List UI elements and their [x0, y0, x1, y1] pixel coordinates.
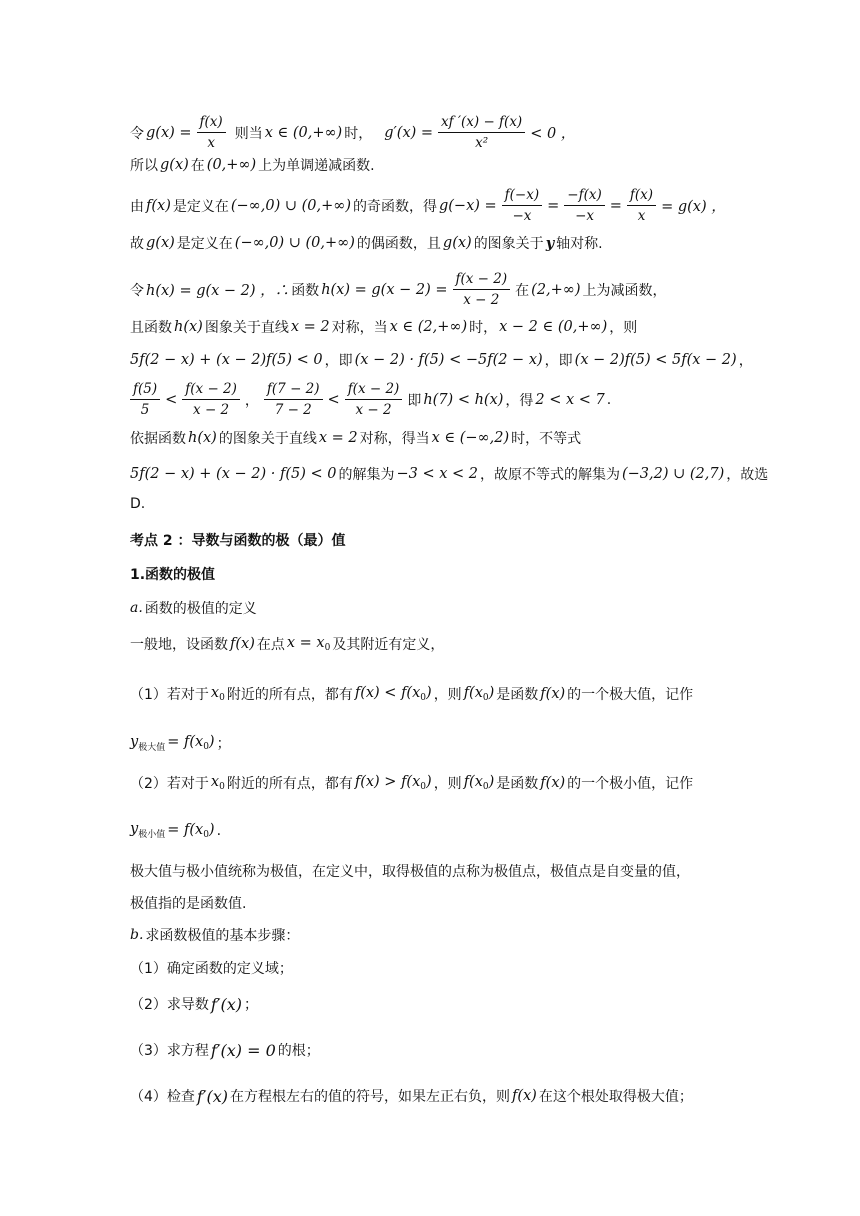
line-general — [130, 634, 444, 654]
line-solution — [130, 464, 768, 484]
text: 极值指的是函数值. — [130, 896, 247, 912]
math: x ∈ (−∞,2) — [431, 430, 510, 446]
line-step-4 — [130, 1086, 693, 1106]
line-h-definition — [130, 270, 667, 309]
denominator: x² — [475, 135, 489, 151]
math-part: f(x — [463, 774, 483, 790]
denominator: x — [207, 135, 215, 151]
subscript: 0 — [219, 693, 225, 703]
math-part: f(x) > f(x — [354, 774, 421, 790]
math: (2,+∞) — [531, 281, 581, 298]
math — [167, 822, 214, 840]
text: 上为单调递减函数. — [258, 158, 375, 174]
math — [211, 774, 225, 792]
subscript: 0 — [482, 782, 489, 792]
math: g(−x) = — [438, 197, 497, 214]
math: f′(x) — [196, 1086, 228, 1106]
text: （3）求方程 — [130, 1043, 209, 1059]
line-step-2 — [130, 994, 258, 1014]
text: 时， — [469, 320, 498, 336]
fraction — [130, 380, 160, 419]
text: （4）检查 — [130, 1089, 195, 1105]
line-answer — [130, 496, 145, 512]
text: 即 — [407, 392, 422, 409]
text: ，即 — [544, 353, 573, 369]
subscript: 极大值 — [138, 742, 166, 753]
text: 的偶函数，且 — [356, 236, 441, 252]
fraction — [453, 270, 511, 309]
math: x = 2 — [318, 430, 358, 446]
text: D. — [130, 496, 146, 512]
denominator: x − 2 — [463, 292, 500, 308]
text: 是函数 — [496, 687, 539, 703]
text: . — [216, 822, 222, 839]
text: 的图象关于 — [473, 236, 544, 252]
text: 上为减函数， — [582, 282, 667, 299]
math-part: y — [130, 733, 139, 750]
math: f(x) — [540, 775, 566, 791]
text: 一般地，设函数 — [130, 637, 228, 653]
math: h(x) = g(x − 2) ，∴ — [146, 283, 290, 299]
denominator: x − 2 — [355, 402, 392, 418]
math: f′(x) = 0 — [210, 1040, 276, 1060]
line-min-notation — [130, 821, 221, 840]
math: h(x) — [174, 319, 203, 335]
math: < — [327, 391, 340, 408]
numerator: f(x − 2) — [345, 380, 403, 400]
math-part: ) — [488, 685, 495, 701]
line-extremum-summary — [130, 861, 690, 881]
line-steps-b — [130, 925, 299, 945]
fraction — [345, 380, 403, 419]
line-monotone — [130, 155, 375, 175]
fraction — [502, 186, 542, 225]
math: = g(x) ， — [661, 199, 726, 215]
math-part: = f(x — [167, 734, 204, 750]
math: (x − 2) · f(5) < −5f(2 − x) — [354, 352, 543, 368]
math: 2 < x < 7 — [535, 391, 605, 408]
text: 的一个极大值，记作 — [567, 687, 694, 703]
text: 函数的极值的定义 — [144, 601, 257, 617]
text: （1）确定函数的定义域； — [130, 961, 293, 977]
math: < 0 ， — [530, 126, 576, 142]
text: 是定义在 — [176, 236, 233, 252]
subsection-heading — [130, 564, 215, 584]
text: 则当 — [234, 125, 263, 142]
text: 所以 — [130, 158, 158, 174]
text: （2）若对于 — [130, 776, 209, 792]
text: 且函数 — [130, 320, 172, 336]
line-max-def — [130, 684, 693, 704]
line-step-1 — [130, 958, 293, 978]
math: h(x) = g(x − 2) = — [321, 281, 448, 298]
text: 的图象关于直线 — [218, 431, 317, 447]
numerator: f(x) — [627, 186, 656, 206]
denominator: 5 — [140, 402, 150, 418]
text: 对称，得当 — [359, 431, 430, 447]
math-part: f(x) < f(x — [354, 685, 421, 701]
math: x = 2 — [290, 319, 330, 335]
subscript: 极小值 — [138, 830, 166, 840]
math: = — [547, 197, 560, 214]
numerator: f(7 − 2) — [264, 380, 323, 400]
text: 时，不等式 — [511, 431, 582, 447]
math: < — [165, 391, 178, 408]
math — [464, 774, 495, 792]
text: 在这个根处取得极大值； — [538, 1089, 693, 1105]
item-label: a. — [130, 600, 143, 616]
fraction — [264, 380, 323, 419]
math — [211, 685, 225, 703]
math: −3 < x < 2 — [396, 466, 478, 482]
heading-text: 1.函数的极值 — [130, 567, 216, 583]
text: 在方程根左右的值的符号，如果左正右负，则 — [229, 1089, 510, 1105]
math: 5f(2 − x) + (x − 2) · f(5) < 0 — [130, 466, 337, 482]
text: ，即 — [324, 353, 353, 369]
math: x ∈ (2,+∞) — [389, 319, 468, 335]
fraction — [197, 113, 226, 152]
text: （2）求导数 — [130, 997, 209, 1013]
math: (−∞,0) ∪ (0,+∞) — [230, 197, 351, 214]
numerator: −f(x) — [564, 186, 604, 206]
text: 的解集为 — [338, 467, 395, 483]
line-odd-function — [130, 186, 726, 225]
text: 函数 — [291, 282, 320, 299]
text: ， — [738, 353, 753, 369]
text: 是定义在 — [172, 198, 229, 215]
text: 在 — [515, 282, 530, 299]
line-min-def — [130, 773, 693, 793]
math: g(x) — [160, 157, 189, 173]
line-symmetry — [130, 317, 637, 337]
math: g(x) — [146, 235, 175, 251]
text: ， — [244, 392, 259, 409]
math: f(x) — [146, 197, 171, 214]
math-part: x — [210, 774, 220, 790]
math-part: ) — [426, 774, 432, 790]
text: 依据函数 — [130, 431, 186, 447]
line-fraction-compare — [130, 380, 611, 419]
text: 的一个极小值，记作 — [567, 776, 694, 792]
math — [355, 774, 432, 792]
text: 在 — [190, 158, 205, 174]
subscript: 0 — [219, 782, 225, 792]
line-inequality — [130, 350, 753, 370]
line-symmetry-2 — [130, 428, 581, 448]
math-part: x — [210, 685, 220, 701]
math — [287, 635, 330, 653]
subscript: 0 — [203, 742, 209, 752]
text: ，则 — [433, 687, 462, 703]
item-label: b. — [130, 927, 144, 943]
text: （1）若对于 — [130, 687, 209, 703]
denominator: −x — [512, 208, 532, 224]
subscript: 0 — [203, 829, 209, 840]
math: (−3,2) ∪ (2,7) — [621, 466, 725, 482]
text: 是函数 — [496, 776, 539, 792]
line-extremum-value — [130, 893, 246, 913]
text: 轴对称. — [556, 236, 603, 252]
math — [464, 685, 495, 703]
fraction — [182, 380, 240, 419]
math: g(x) = — [146, 124, 192, 141]
math: (x − 2)f(5) < 5f(x − 2) — [574, 352, 737, 368]
text: 对称，当 — [331, 320, 388, 336]
text: 故 — [130, 236, 144, 252]
text: ，故选 — [726, 467, 769, 483]
math-part: ) — [426, 685, 432, 701]
text: 的奇函数，得 — [352, 198, 437, 215]
line-g-definition — [130, 113, 575, 152]
text: ； — [216, 736, 231, 752]
numerator: f(x − 2) — [182, 380, 240, 400]
math: x ∈ (0,+∞) — [264, 124, 343, 141]
math: g′(x) = — [384, 124, 434, 141]
text: ，则 — [433, 776, 462, 792]
text: 极大值与极小值统称为极值，在定义中，取得极值的点称为极值点，极值点是自变量的值， — [130, 864, 690, 880]
line-even-function — [130, 233, 603, 253]
text: 由 — [130, 198, 144, 215]
line-def-a — [130, 598, 257, 618]
text: 时， — [344, 125, 373, 142]
math: (0,+∞) — [206, 157, 257, 173]
fraction — [564, 186, 604, 225]
text: 附近的所有点，都有 — [226, 776, 353, 792]
math: f(x) — [230, 636, 255, 652]
math: y — [545, 234, 555, 252]
subscript: 0 — [420, 693, 427, 703]
math: (−∞,0) ∪ (0,+∞) — [234, 235, 355, 251]
math-part: x = x — [286, 635, 325, 651]
numerator: f(−x) — [502, 186, 542, 206]
text: 求函数极值的基本步骤： — [145, 928, 300, 944]
math-part: y — [130, 821, 139, 837]
text: ，则 — [609, 320, 638, 336]
fraction — [627, 186, 656, 225]
denominator: −x — [575, 208, 594, 224]
math: f′(x) — [210, 994, 242, 1014]
text: ，故原不等式的解集为 — [479, 467, 620, 483]
text: 及其附近有定义， — [332, 637, 445, 653]
line-step-3 — [130, 1040, 320, 1060]
math — [167, 734, 214, 752]
math — [130, 734, 165, 753]
math: x − 2 ∈ (0,+∞) — [499, 319, 608, 335]
math-part: ) — [208, 821, 215, 838]
numerator: xf ′(x) − f(x) — [438, 113, 525, 133]
subscript: 0 — [482, 693, 489, 703]
math: h(7) < h(x) — [423, 391, 504, 408]
math-part: ) — [488, 774, 495, 790]
math-part: f(x — [463, 685, 483, 701]
math — [355, 685, 432, 703]
heading-text: 考点 2 ：导数与函数的极（最）值 — [130, 533, 346, 549]
numerator: f(x − 2) — [453, 270, 511, 290]
section-heading — [130, 530, 346, 550]
math: f(x) — [540, 686, 566, 702]
text: 令 — [130, 282, 144, 299]
math-part: ) — [208, 734, 215, 750]
math: = — [609, 197, 622, 214]
text: 令 — [130, 125, 144, 142]
text: 图象关于直线 — [204, 320, 289, 336]
subscript: 0 — [324, 643, 331, 653]
math: h(x) — [188, 430, 217, 446]
subscript: 0 — [420, 782, 427, 792]
math-part: = f(x — [167, 821, 204, 838]
line-max-notation — [130, 733, 231, 753]
math — [130, 821, 165, 840]
text: 在点 — [256, 637, 285, 653]
math: g(x) — [442, 235, 472, 251]
numerator: f(x) — [197, 113, 226, 133]
fraction — [438, 113, 525, 152]
numerator: f(5) — [130, 380, 160, 400]
text: 的根； — [277, 1043, 320, 1059]
math: 5f(2 − x) + (x − 2)f(5) < 0 — [130, 352, 323, 368]
math: f(x) — [511, 1088, 537, 1104]
text: . — [606, 391, 612, 408]
text: ，得 — [505, 392, 534, 409]
text: 附近的所有点，都有 — [226, 687, 353, 703]
denominator: x — [637, 208, 646, 224]
denominator: 7 − 2 — [274, 402, 312, 418]
text: ； — [243, 997, 258, 1013]
denominator: x − 2 — [193, 402, 230, 418]
